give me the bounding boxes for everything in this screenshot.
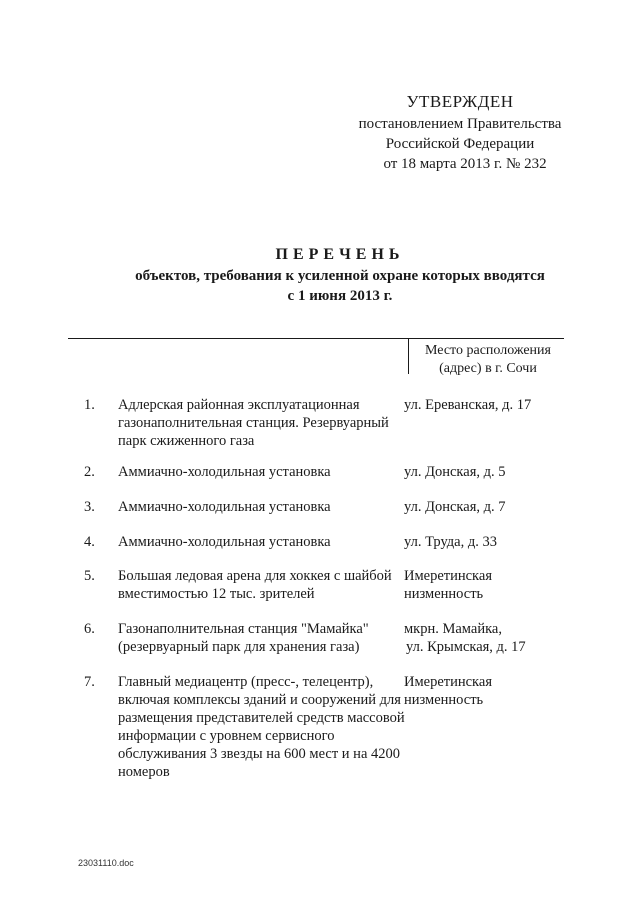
item-address	[404, 533, 574, 551]
table-header-rule	[68, 338, 564, 339]
item-number: 4.	[84, 534, 95, 550]
item-name: Адлерская районная эксплуатационная газонаполнительная станция. Резервуарный парк сжиженного газа	[118, 397, 389, 449]
approval-line-1: постановлением Правительства	[358, 116, 562, 132]
item-number: 2.	[84, 464, 95, 480]
item-number: 6.	[84, 621, 95, 637]
item-address	[404, 396, 574, 414]
document-subtitle-2: с 1 июня 2013 г.	[287, 288, 393, 304]
document-file-code: 23031110.doc	[78, 858, 134, 868]
item-address-line: ул. Труда, д. 33	[404, 534, 497, 550]
item-address-line: ул. Донская, д. 7	[404, 499, 506, 515]
document-title: ПЕРЕЧЕНЬ	[275, 246, 405, 263]
title-block	[80, 244, 600, 306]
item-address-line: ул. Ереванская, д. 17	[404, 397, 532, 413]
item-name: Большая ледовая арена для хоккея с шайбой вместимостью 12 тыс. зрителей	[118, 568, 392, 602]
item-address	[404, 498, 574, 516]
item-name: Главный медиацентр (пресс-, телецентр), включая комплексы зданий и сооружений для размещения представителей средств массовой информации с уровнем сервисного обслуживания 3 звезды на 600 мест и на 4200 номеров	[118, 674, 405, 780]
table-column-separator	[408, 338, 409, 374]
approval-line-3: от 18 марта 2013 г. № 232	[383, 156, 547, 172]
approval-block	[340, 92, 580, 174]
address-column-header	[412, 342, 564, 378]
table-header	[68, 338, 564, 382]
address-column-header-line-1: Место расположения	[425, 343, 551, 358]
item-address	[404, 673, 574, 709]
item-address	[404, 463, 574, 481]
item-number: 7.	[84, 674, 95, 690]
item-address-line: низменность	[404, 586, 484, 602]
address-column-header-line-2: (адрес) в г. Сочи	[439, 361, 537, 376]
item-number: 5.	[84, 568, 95, 584]
approved-label: УТВЕРЖДЕН	[406, 92, 514, 111]
item-address-line: ул. Донская, д. 5	[404, 464, 506, 480]
item-address-line: низменность	[404, 692, 484, 708]
item-name: Аммиачно-холодильная установка	[118, 499, 331, 515]
approval-line-2: Российской Федерации	[385, 136, 535, 152]
item-address-line: Имеретинская	[404, 674, 492, 690]
document-subtitle-1: объектов, требования к усиленной охране которых вводятся	[135, 268, 545, 284]
item-address-line: мкрн. Мамайка,	[404, 621, 502, 637]
item-address	[404, 620, 574, 656]
item-address-line: Имеретинская	[404, 568, 492, 584]
item-number: 3.	[84, 499, 95, 515]
item-name: Аммиачно-холодильная установка	[118, 464, 331, 480]
item-name: Газонаполнительная станция "Мамайка" (резервуарный парк для хранения газа)	[118, 621, 369, 655]
item-name: Аммиачно-холодильная установка	[118, 534, 331, 550]
item-address	[404, 567, 574, 603]
item-address-line: ул. Крымская, д. 17	[406, 639, 526, 655]
item-number: 1.	[84, 397, 95, 413]
